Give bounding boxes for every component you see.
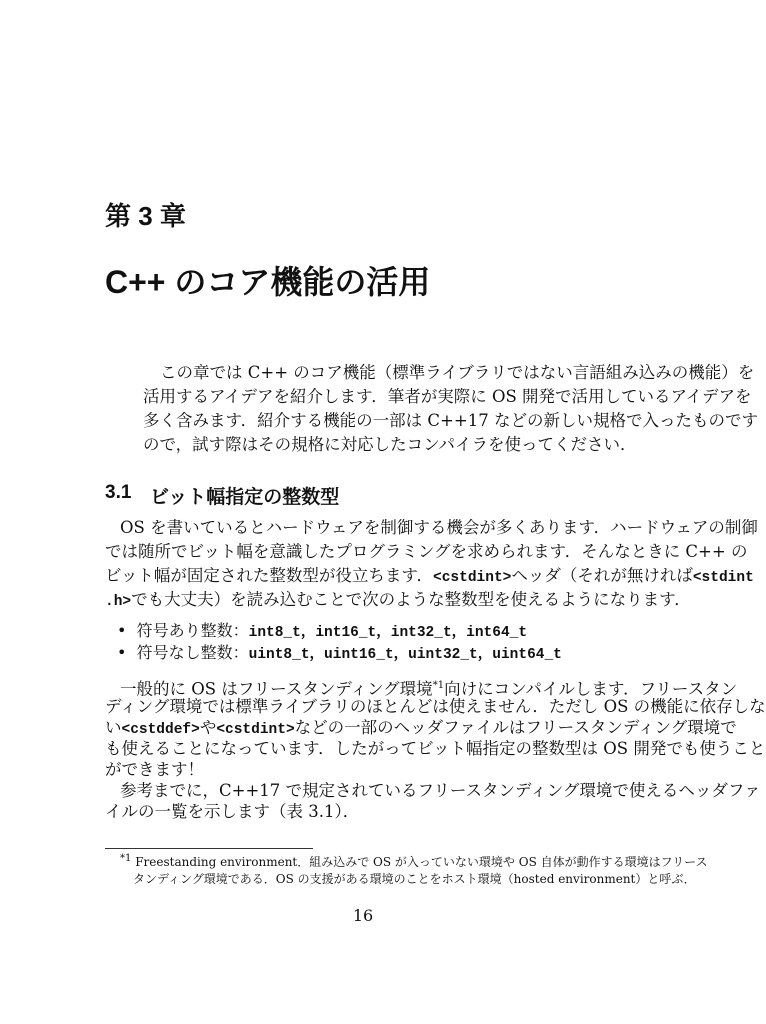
footnote-mark: *1 bbox=[120, 853, 132, 864]
chapter-title: C++ のコア機能の活用 bbox=[105, 264, 431, 300]
code-h: .h> bbox=[105, 594, 132, 610]
bullet-types: int8_t，int16_t，int32_t，int64_t bbox=[248, 625, 528, 641]
page-number: 16 bbox=[352, 906, 374, 925]
body-line: では随所でビット幅を意識したプログラミングを求められます．そんなときに C++ の bbox=[105, 542, 748, 561]
body-line: OS を書いているとハードウェアを制御する機会が多くあります．ハードウェアの制御 bbox=[120, 518, 758, 537]
bullet-label: 符号なし整数： bbox=[136, 643, 249, 662]
body-line: ができます！ bbox=[105, 760, 204, 779]
text: などの一部のヘッダファイルはフリースタンディング環境で bbox=[294, 718, 737, 737]
bullet-icon: • bbox=[117, 621, 127, 640]
intro-line: ので，試す際はその規格に対応したコンパイラを使ってください． bbox=[143, 435, 637, 454]
bullet-item bbox=[117, 621, 527, 643]
section-number: 3.1 bbox=[105, 482, 132, 503]
footnote-line bbox=[120, 851, 708, 870]
text: でも大丈夫）を読み込むことで次のような整数型を使えるようになります． bbox=[131, 590, 691, 609]
section-title: ビット幅指定の整数型 bbox=[150, 487, 340, 508]
bullet-icon: • bbox=[117, 643, 127, 662]
body-line: ディング環境では標準ライブラリのほとんどは使えません．ただし OS の機能に依存しな bbox=[105, 697, 766, 716]
footnote-ref[interactable]: *1 bbox=[432, 680, 445, 691]
bullet-types: uint8_t，uint16_t，uint32_t，uint64_t bbox=[248, 647, 562, 663]
body-line bbox=[105, 718, 737, 740]
text: や bbox=[199, 718, 217, 737]
body-line bbox=[105, 566, 754, 588]
intro-line: 多く含みます．紹介する機能の一部は C++17 などの新しい規格で入ったものです bbox=[143, 411, 758, 430]
intro-line: 活用するアイデアを紹介します．筆者が実際に OS 開発で活用しているアイデアを bbox=[143, 387, 752, 406]
code-cstdint: <cstdint> bbox=[216, 722, 295, 738]
text: ヘッダ（それが無ければ bbox=[511, 566, 693, 585]
footnote-rule bbox=[105, 848, 313, 849]
bullet-item bbox=[117, 643, 562, 665]
body-line: 参考までに，C++17 で規定されているフリースタンディング環境で使えるヘッダファ bbox=[120, 781, 761, 800]
text: い bbox=[105, 718, 122, 737]
text: ビット幅が固定された整数型が役立ちます． bbox=[105, 566, 434, 585]
body-line bbox=[120, 676, 737, 700]
body-line bbox=[105, 590, 691, 612]
code-stdint: <stdint bbox=[692, 570, 754, 586]
body-line: イルの一覧を示します（表 3.1）． bbox=[105, 802, 360, 821]
chapter-label: 第 3 章 bbox=[105, 201, 186, 231]
text: Freestanding environment．組み込みで OS が入っていない環境や OS 自体が動作する環境はフリース bbox=[135, 855, 708, 869]
text: 一般的に OS はフリースタンディング環境 bbox=[120, 679, 433, 699]
intro-line: この章では C++ のコア機能（標準ライブラリではない言語組み込みの機能）を bbox=[160, 363, 755, 382]
code-cstddef: <cstddef> bbox=[121, 722, 200, 738]
bullet-label: 符号あり整数： bbox=[136, 621, 249, 640]
code-cstdint: <cstdint> bbox=[433, 570, 512, 586]
body-line: も使えることになっています．したがってビット幅指定の整数型は OS 開発でも使うこと bbox=[105, 739, 766, 758]
footnote-line: タンディング環境である．OS の支援がある環境のことをホスト環境（hosted environment）と呼ぶ． bbox=[133, 872, 696, 886]
text: 向けにコンパイルします．フリースタン bbox=[444, 679, 738, 699]
